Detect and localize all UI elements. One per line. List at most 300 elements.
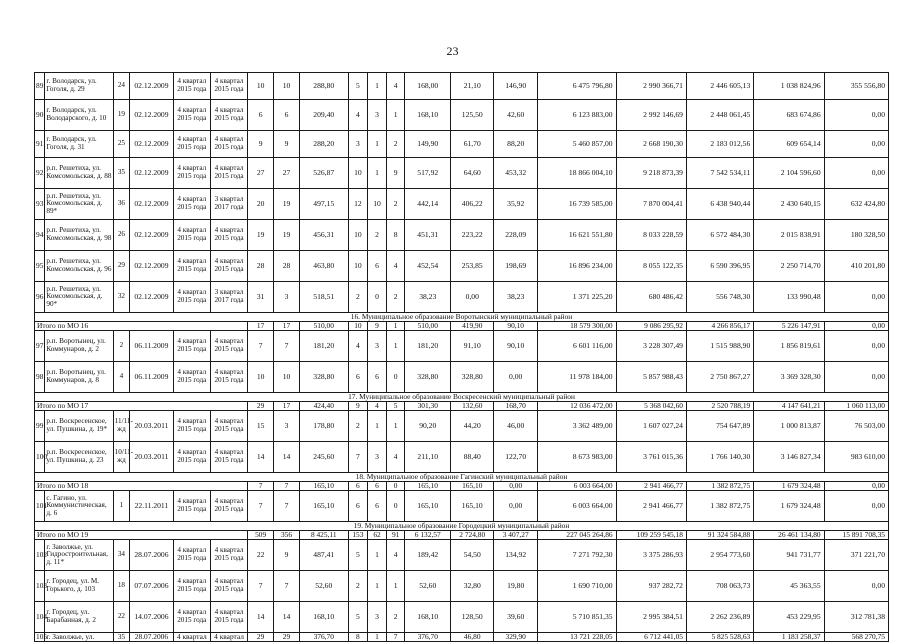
residents-relocated-cell: 3 bbox=[274, 411, 300, 442]
extra-funds-cell: 180 328,50 bbox=[824, 220, 888, 251]
plan-period-cell: 4 квартал 2015 года bbox=[173, 362, 210, 393]
area-total-cell: 463,80 bbox=[299, 251, 348, 282]
rooms-municipal-cell: 8 bbox=[386, 220, 405, 251]
extra-funds-cell: 0,00 bbox=[824, 491, 888, 522]
address-cell: р.п. Решетиха, ул. Комсомольская, д. 98 bbox=[45, 220, 113, 251]
area-municipal-cell: 0,00 bbox=[494, 482, 537, 491]
cost-total-cell: 11 978 184,00 bbox=[537, 362, 616, 393]
table-row bbox=[35, 282, 889, 313]
residents-relocated-cell: 19 bbox=[274, 189, 300, 220]
plan-period-cell: 4 квартал bbox=[173, 633, 210, 642]
area-municipal-cell: 88,20 bbox=[494, 131, 537, 158]
completion-period-cell: 3 квартал 2017 года bbox=[210, 282, 247, 313]
area-owned-cell: 253,85 bbox=[451, 251, 494, 282]
local-share-cell: 683 674,86 bbox=[754, 100, 824, 131]
regional-share-cell: 1 766 140,30 bbox=[686, 442, 753, 473]
rooms-owned-cell: 1 bbox=[368, 158, 387, 189]
regional-share-cell: 2 750 867,27 bbox=[686, 362, 753, 393]
residents-relocated-cell: 10 bbox=[274, 73, 300, 100]
area-relocated-cell: 442,14 bbox=[405, 189, 451, 220]
table-row bbox=[35, 220, 889, 251]
rooms-municipal-cell: 2 bbox=[386, 282, 405, 313]
residents-relocated-cell: 7 bbox=[274, 331, 300, 362]
area-owned-cell: 165,10 bbox=[451, 491, 494, 522]
area-total-cell: 288,80 bbox=[299, 73, 348, 100]
doc-number-cell: 29 bbox=[113, 251, 130, 282]
address-cell: р.п. Решетиха, ул. Комсомольская, д. 89* bbox=[45, 189, 113, 220]
completion-period-cell: 4 квартал 2015 года bbox=[210, 331, 247, 362]
rooms-total-cell: 4 bbox=[348, 331, 368, 362]
local-share-cell: 26 461 134,80 bbox=[754, 531, 824, 540]
cost-total-cell: 6 123 883,00 bbox=[537, 100, 616, 131]
regional-share-cell: 6 572 484,30 bbox=[686, 220, 753, 251]
regional-share-cell: 1 382 872,75 bbox=[686, 482, 753, 491]
doc-number-cell: 2 bbox=[113, 331, 130, 362]
cost-total-cell: 8 673 983,00 bbox=[537, 442, 616, 473]
area-relocated-cell: 301,30 bbox=[405, 402, 451, 411]
section-title: 19. Муниципальное образование Городецкий муниципальный район bbox=[35, 522, 889, 531]
area-total-cell: 510,00 bbox=[299, 322, 348, 331]
doc-number-cell: 11/11-жд bbox=[113, 411, 130, 442]
residents-total-cell: 20 bbox=[248, 189, 274, 220]
rooms-municipal-cell: 7 bbox=[386, 633, 405, 642]
area-relocated-cell: 52,60 bbox=[405, 571, 451, 602]
address-cell: г. Заволжье, ул. bbox=[45, 633, 113, 642]
rooms-municipal-cell: 4 bbox=[386, 251, 405, 282]
area-owned-cell: 328,80 bbox=[451, 362, 494, 393]
cost-total-cell: 1 371 225,20 bbox=[537, 282, 616, 313]
row-index: 100 bbox=[35, 442, 45, 473]
address-cell: г. Володарск, ул. Гоголя, д. 31 bbox=[45, 131, 113, 158]
doc-date-cell: 07.07.2006 bbox=[130, 571, 173, 602]
local-share-cell: 1 679 324,48 bbox=[754, 491, 824, 522]
residents-total-cell: 22 bbox=[248, 540, 274, 571]
area-relocated-cell: 517,92 bbox=[405, 158, 451, 189]
address-cell: г. Володарск, ул. Гоголя, д. 29 bbox=[45, 73, 113, 100]
area-total-cell: 168,10 bbox=[299, 602, 348, 633]
area-municipal-cell: 146,90 bbox=[494, 73, 537, 100]
rooms-total-cell: 6 bbox=[348, 482, 368, 491]
area-total-cell: 526,87 bbox=[299, 158, 348, 189]
rooms-total-cell: 2 bbox=[348, 282, 368, 313]
plan-period-cell: 4 квартал 2015 года bbox=[173, 282, 210, 313]
plan-period-cell: 4 квартал 2015 года bbox=[173, 100, 210, 131]
doc-number-cell: 36 bbox=[113, 189, 130, 220]
address-cell: р.п. Решетиха, ул. Комсомольская, д. 90* bbox=[45, 282, 113, 313]
rooms-total-cell: 12 bbox=[348, 189, 368, 220]
rooms-total-cell: 3 bbox=[348, 131, 368, 158]
plan-period-cell: 4 квартал 2015 года bbox=[173, 571, 210, 602]
area-total-cell: 165,10 bbox=[299, 482, 348, 491]
residents-total-cell: 28 bbox=[248, 251, 274, 282]
plan-period-cell: 4 квартал 2015 года bbox=[173, 540, 210, 571]
area-municipal-cell: 90,10 bbox=[494, 322, 537, 331]
area-municipal-cell: 46,00 bbox=[494, 411, 537, 442]
doc-date-cell: 02.12.2009 bbox=[130, 158, 173, 189]
rooms-owned-cell: 3 bbox=[368, 602, 387, 633]
extra-funds-cell: 410 201,80 bbox=[824, 251, 888, 282]
residents-relocated-cell: 14 bbox=[274, 602, 300, 633]
area-municipal-cell: 134,92 bbox=[494, 540, 537, 571]
area-relocated-cell: 149,90 bbox=[405, 131, 451, 158]
area-owned-cell: 125,50 bbox=[451, 100, 494, 131]
row-index: 92 bbox=[35, 158, 45, 189]
residents-total-cell: 7 bbox=[248, 482, 274, 491]
completion-period-cell: 4 квартал 2015 года bbox=[210, 442, 247, 473]
regional-share-cell: 7 542 534,11 bbox=[686, 158, 753, 189]
area-relocated-cell: 452,54 bbox=[405, 251, 451, 282]
area-total-cell: 424,40 bbox=[299, 402, 348, 411]
cost-total-cell: 6 601 116,00 bbox=[537, 331, 616, 362]
table-row bbox=[35, 131, 889, 158]
area-municipal-cell: 19,80 bbox=[494, 571, 537, 602]
table-row bbox=[35, 571, 889, 602]
residents-relocated-cell: 7 bbox=[274, 491, 300, 522]
fund-share-cell: 3 761 015,36 bbox=[616, 442, 686, 473]
rooms-total-cell: 153 bbox=[348, 531, 368, 540]
address-cell: с. Гагино, ул. Коммунистическая, д. 6 bbox=[45, 491, 113, 522]
doc-date-cell: 22.11.2011 bbox=[130, 491, 173, 522]
residents-relocated-cell: 14 bbox=[274, 442, 300, 473]
total-label: Итого по МО 19 bbox=[35, 531, 248, 540]
plan-period-cell: 4 квартал 2015 года bbox=[173, 189, 210, 220]
local-share-cell: 609 654,14 bbox=[754, 131, 824, 158]
area-municipal-cell: 122,70 bbox=[494, 442, 537, 473]
area-relocated-cell: 211,10 bbox=[405, 442, 451, 473]
area-owned-cell: 21,10 bbox=[451, 73, 494, 100]
area-relocated-cell: 38,23 bbox=[405, 282, 451, 313]
rooms-owned-cell: 62 bbox=[368, 531, 387, 540]
total-row bbox=[35, 482, 889, 491]
doc-number-cell: 22 bbox=[113, 602, 130, 633]
residents-relocated-cell: 9 bbox=[274, 540, 300, 571]
extra-funds-cell: 632 424,80 bbox=[824, 189, 888, 220]
fund-share-cell: 2 941 466,77 bbox=[616, 482, 686, 491]
table-row bbox=[35, 411, 889, 442]
area-municipal-cell: 35,92 bbox=[494, 189, 537, 220]
local-share-cell: 45 363,55 bbox=[754, 571, 824, 602]
residents-total-cell: 6 bbox=[248, 100, 274, 131]
doc-number-cell: 19 bbox=[113, 100, 130, 131]
area-total-cell: 52,60 bbox=[299, 571, 348, 602]
row-index: 101 bbox=[35, 491, 45, 522]
area-total-cell: 178,80 bbox=[299, 411, 348, 442]
table-row bbox=[35, 442, 889, 473]
rooms-owned-cell: 3 bbox=[368, 442, 387, 473]
fund-share-cell: 7 870 004,41 bbox=[616, 189, 686, 220]
area-owned-cell: 165,10 bbox=[451, 482, 494, 491]
residents-total-cell: 19 bbox=[248, 220, 274, 251]
address-cell: г. Володарск, ул. Володарского, д. 10 bbox=[45, 100, 113, 131]
extra-funds-cell: 0,00 bbox=[824, 482, 888, 491]
area-owned-cell: 88,40 bbox=[451, 442, 494, 473]
area-relocated-cell: 181,20 bbox=[405, 331, 451, 362]
table-row bbox=[35, 251, 889, 282]
rooms-total-cell: 5 bbox=[348, 602, 368, 633]
area-relocated-cell: 168,10 bbox=[405, 602, 451, 633]
local-share-cell: 133 990,48 bbox=[754, 282, 824, 313]
plan-period-cell: 4 квартал 2015 года bbox=[173, 602, 210, 633]
regional-share-cell: 2 520 788,19 bbox=[686, 402, 753, 411]
area-owned-cell: 223,22 bbox=[451, 220, 494, 251]
row-index: 97 bbox=[35, 331, 45, 362]
rooms-total-cell: 2 bbox=[348, 571, 368, 602]
plan-period-cell: 4 квартал 2015 года bbox=[173, 491, 210, 522]
residents-relocated-cell: 29 bbox=[274, 633, 300, 642]
area-relocated-cell: 165,10 bbox=[405, 482, 451, 491]
rooms-municipal-cell: 9 bbox=[386, 158, 405, 189]
rooms-total-cell: 9 bbox=[348, 402, 368, 411]
housing-program-table bbox=[34, 72, 889, 642]
extra-funds-cell: 0,00 bbox=[824, 131, 888, 158]
rooms-municipal-cell: 2 bbox=[386, 131, 405, 158]
rooms-municipal-cell: 1 bbox=[386, 331, 405, 362]
rooms-municipal-cell: 0 bbox=[386, 491, 405, 522]
cost-total-cell: 5 710 851,35 bbox=[537, 602, 616, 633]
residents-relocated-cell: 3 bbox=[274, 282, 300, 313]
area-owned-cell: 44,20 bbox=[451, 411, 494, 442]
total-label: Итого по МО 16 bbox=[35, 322, 248, 331]
rooms-owned-cell: 1 bbox=[368, 73, 387, 100]
row-index: 91 bbox=[35, 131, 45, 158]
residents-total-cell: 29 bbox=[248, 402, 274, 411]
completion-period-cell: 4 квартал 2015 года bbox=[210, 491, 247, 522]
cost-total-cell: 12 036 472,00 bbox=[537, 402, 616, 411]
fund-share-cell: 2 995 384,51 bbox=[616, 602, 686, 633]
residents-relocated-cell: 27 bbox=[274, 158, 300, 189]
residents-total-cell: 17 bbox=[248, 322, 274, 331]
completion-period-cell: 3 квартал 2017 года bbox=[210, 189, 247, 220]
total-label: Итого по МО 18 bbox=[35, 482, 248, 491]
residents-relocated-cell: 19 bbox=[274, 220, 300, 251]
rooms-total-cell: 10 bbox=[348, 322, 368, 331]
fund-share-cell: 9 086 295,92 bbox=[616, 322, 686, 331]
rooms-owned-cell: 0 bbox=[368, 282, 387, 313]
rooms-municipal-cell: 0 bbox=[386, 362, 405, 393]
rooms-municipal-cell: 1 bbox=[386, 411, 405, 442]
fund-share-cell: 2 668 190,30 bbox=[616, 131, 686, 158]
area-relocated-cell: 6 132,57 bbox=[405, 531, 451, 540]
area-total-cell: 328,80 bbox=[299, 362, 348, 393]
total-label: Итого по МО 17 bbox=[35, 402, 248, 411]
fund-share-cell: 9 218 873,39 bbox=[616, 158, 686, 189]
section-header-row bbox=[35, 313, 889, 322]
cost-total-cell: 5 460 857,00 bbox=[537, 131, 616, 158]
extra-funds-cell: 983 610,00 bbox=[824, 442, 888, 473]
completion-period-cell: 4 квартал 2015 года bbox=[210, 220, 247, 251]
area-total-cell: 209,40 bbox=[299, 100, 348, 131]
area-owned-cell: 91,10 bbox=[451, 331, 494, 362]
area-relocated-cell: 510,00 bbox=[405, 322, 451, 331]
area-owned-cell: 406,22 bbox=[451, 189, 494, 220]
area-relocated-cell: 165,10 bbox=[405, 491, 451, 522]
regional-share-cell: 4 266 856,17 bbox=[686, 322, 753, 331]
address-cell: р.п. Воскресенское, ул. Пушкина, д. 19* bbox=[45, 411, 113, 442]
regional-share-cell: 5 825 528,63 bbox=[686, 633, 753, 642]
rooms-total-cell: 2 bbox=[348, 411, 368, 442]
local-share-cell: 1 038 824,96 bbox=[754, 73, 824, 100]
fund-share-cell: 3 228 307,49 bbox=[616, 331, 686, 362]
cost-total-cell: 6 003 664,00 bbox=[537, 491, 616, 522]
table-row bbox=[35, 73, 889, 100]
area-total-cell: 181,20 bbox=[299, 331, 348, 362]
row-index: 105 bbox=[36, 632, 48, 642]
rooms-owned-cell: 1 bbox=[368, 633, 387, 642]
extra-funds-cell: 1 060 113,00 bbox=[824, 402, 888, 411]
area-total-cell: 245,60 bbox=[299, 442, 348, 473]
area-total-cell: 456,31 bbox=[299, 220, 348, 251]
doc-number-cell: 10/11-жд bbox=[113, 442, 130, 473]
area-municipal-cell: 0,00 bbox=[494, 362, 537, 393]
section-title: 17. Муниципальное образование Воскресенский муниципальный район bbox=[35, 393, 889, 402]
rooms-owned-cell: 10 bbox=[368, 189, 387, 220]
plan-period-cell: 4 квартал 2015 года bbox=[173, 131, 210, 158]
rooms-owned-cell: 4 bbox=[368, 402, 387, 411]
local-share-cell: 941 731,77 bbox=[754, 540, 824, 571]
cost-total-cell: 3 362 489,00 bbox=[537, 411, 616, 442]
doc-number-cell: 18 bbox=[113, 571, 130, 602]
extra-funds-cell: 76 503,00 bbox=[824, 411, 888, 442]
rooms-municipal-cell: 1 bbox=[386, 571, 405, 602]
completion-period-cell: 4 квартал bbox=[210, 633, 247, 642]
local-share-cell: 3 146 827,34 bbox=[754, 442, 824, 473]
area-municipal-cell: 198,69 bbox=[494, 251, 537, 282]
plan-period-cell: 4 квартал 2015 года bbox=[173, 411, 210, 442]
area-owned-cell: 61,70 bbox=[451, 131, 494, 158]
local-share-cell: 2 250 714,70 bbox=[754, 251, 824, 282]
regional-share-cell: 754 647,89 bbox=[686, 411, 753, 442]
total-row bbox=[35, 402, 889, 411]
fund-share-cell: 8 033 228,59 bbox=[616, 220, 686, 251]
area-municipal-cell: 228,09 bbox=[494, 220, 537, 251]
plan-period-cell: 4 квартал 2015 года bbox=[173, 220, 210, 251]
total-row bbox=[35, 322, 889, 331]
rooms-municipal-cell: 5 bbox=[386, 402, 405, 411]
table-row bbox=[35, 602, 889, 633]
fund-share-cell: 2 990 366,71 bbox=[616, 73, 686, 100]
doc-number-cell: 25 bbox=[113, 131, 130, 158]
extra-funds-cell: 0,00 bbox=[824, 282, 888, 313]
cost-total-cell: 1 690 710,00 bbox=[537, 571, 616, 602]
area-municipal-cell: 3 407,27 bbox=[494, 531, 537, 540]
row-index: 95 bbox=[35, 251, 45, 282]
area-relocated-cell: 189,42 bbox=[405, 540, 451, 571]
doc-date-cell: 02.12.2009 bbox=[130, 189, 173, 220]
cost-total-cell: 7 271 792,30 bbox=[537, 540, 616, 571]
regional-share-cell: 6 438 940,44 bbox=[686, 189, 753, 220]
area-relocated-cell: 328,80 bbox=[405, 362, 451, 393]
regional-share-cell: 1 515 988,90 bbox=[686, 331, 753, 362]
doc-date-cell: 06.11.2009 bbox=[130, 362, 173, 393]
row-index: 89 bbox=[35, 73, 45, 100]
doc-date-cell: 02.12.2009 bbox=[130, 73, 173, 100]
doc-number-cell: 1 bbox=[113, 491, 130, 522]
cost-total-cell: 16 896 234,00 bbox=[537, 251, 616, 282]
area-relocated-cell: 90,20 bbox=[405, 411, 451, 442]
address-cell: р.п. Воротынец, ул. Коммунаров, д. 2 bbox=[45, 331, 113, 362]
rooms-total-cell: 6 bbox=[348, 491, 368, 522]
section-header-row bbox=[35, 522, 889, 531]
regional-share-cell: 556 748,30 bbox=[686, 282, 753, 313]
rooms-municipal-cell: 2 bbox=[386, 602, 405, 633]
fund-share-cell: 5 368 042,60 bbox=[616, 402, 686, 411]
local-share-cell: 1 000 813,87 bbox=[754, 411, 824, 442]
row-index: 93 bbox=[35, 189, 45, 220]
table-row bbox=[35, 362, 889, 393]
area-municipal-cell: 38,23 bbox=[494, 282, 537, 313]
residents-relocated-cell: 28 bbox=[274, 251, 300, 282]
completion-period-cell: 4 квартал 2015 года bbox=[210, 131, 247, 158]
completion-period-cell: 4 квартал 2015 года bbox=[210, 362, 247, 393]
residents-relocated-cell: 7 bbox=[274, 482, 300, 491]
rooms-owned-cell: 1 bbox=[368, 411, 387, 442]
fund-share-cell: 680 486,42 bbox=[616, 282, 686, 313]
area-municipal-cell: 329,90 bbox=[494, 633, 537, 642]
area-municipal-cell: 0,00 bbox=[494, 491, 537, 522]
row-index: 99 bbox=[35, 411, 45, 442]
rooms-owned-cell: 6 bbox=[368, 251, 387, 282]
completion-period-cell: 4 квартал 2015 года bbox=[210, 571, 247, 602]
table-row bbox=[35, 331, 889, 362]
address-cell: г. Заволжье, ул. Гидростроительная, д. 11* bbox=[45, 540, 113, 571]
rooms-owned-cell: 3 bbox=[368, 331, 387, 362]
completion-period-cell: 4 квартал 2015 года bbox=[210, 251, 247, 282]
area-owned-cell: 32,80 bbox=[451, 571, 494, 602]
residents-relocated-cell: 9 bbox=[274, 131, 300, 158]
area-owned-cell: 54,50 bbox=[451, 540, 494, 571]
cost-total-cell: 13 721 228,05 bbox=[537, 633, 616, 642]
fund-share-cell: 2 992 146,69 bbox=[616, 100, 686, 131]
cost-total-cell: 6 475 796,80 bbox=[537, 73, 616, 100]
table-row bbox=[35, 189, 889, 220]
doc-number-cell: 4 bbox=[113, 362, 130, 393]
table-row bbox=[35, 158, 889, 189]
section-header-row bbox=[35, 393, 889, 402]
cost-total-cell: 227 045 264,86 bbox=[537, 531, 616, 540]
completion-period-cell: 4 квартал 2015 года bbox=[210, 602, 247, 633]
area-relocated-cell: 168,10 bbox=[405, 100, 451, 131]
row-index: 96 bbox=[35, 282, 45, 313]
doc-date-cell: 02.12.2009 bbox=[130, 100, 173, 131]
fund-share-cell: 5 857 988,43 bbox=[616, 362, 686, 393]
extra-funds-cell: 355 556,80 bbox=[824, 73, 888, 100]
rooms-owned-cell: 3 bbox=[368, 100, 387, 131]
area-total-cell: 487,41 bbox=[299, 540, 348, 571]
local-share-cell: 5 226 147,91 bbox=[754, 322, 824, 331]
regional-share-cell: 2 183 012,56 bbox=[686, 131, 753, 158]
plan-period-cell: 4 квартал 2015 года bbox=[173, 251, 210, 282]
fund-share-cell: 8 055 122,35 bbox=[616, 251, 686, 282]
doc-date-cell: 28.07.2006 bbox=[130, 633, 173, 642]
residents-relocated-cell: 17 bbox=[274, 402, 300, 411]
rooms-total-cell: 5 bbox=[348, 540, 368, 571]
cost-total-cell: 18 866 004,10 bbox=[537, 158, 616, 189]
residents-total-cell: 27 bbox=[248, 158, 274, 189]
page-number: 23 bbox=[446, 44, 459, 58]
local-share-cell: 1 856 819,61 bbox=[754, 331, 824, 362]
address-cell: р.п. Решетиха, ул. Комсомольская, д. 96 bbox=[45, 251, 113, 282]
extra-funds-cell: 312 781,38 bbox=[824, 602, 888, 633]
residents-relocated-cell: 356 bbox=[274, 531, 300, 540]
extra-funds-cell: 0,00 bbox=[824, 322, 888, 331]
rooms-municipal-cell: 0 bbox=[386, 482, 405, 491]
regional-share-cell: 2 446 605,13 bbox=[686, 73, 753, 100]
doc-number-cell: 35 bbox=[113, 158, 130, 189]
regional-share-cell: 1 382 872,75 bbox=[686, 491, 753, 522]
row-index: 103 bbox=[35, 571, 45, 602]
area-relocated-cell: 451,31 bbox=[405, 220, 451, 251]
area-owned-cell: 132,60 bbox=[451, 402, 494, 411]
